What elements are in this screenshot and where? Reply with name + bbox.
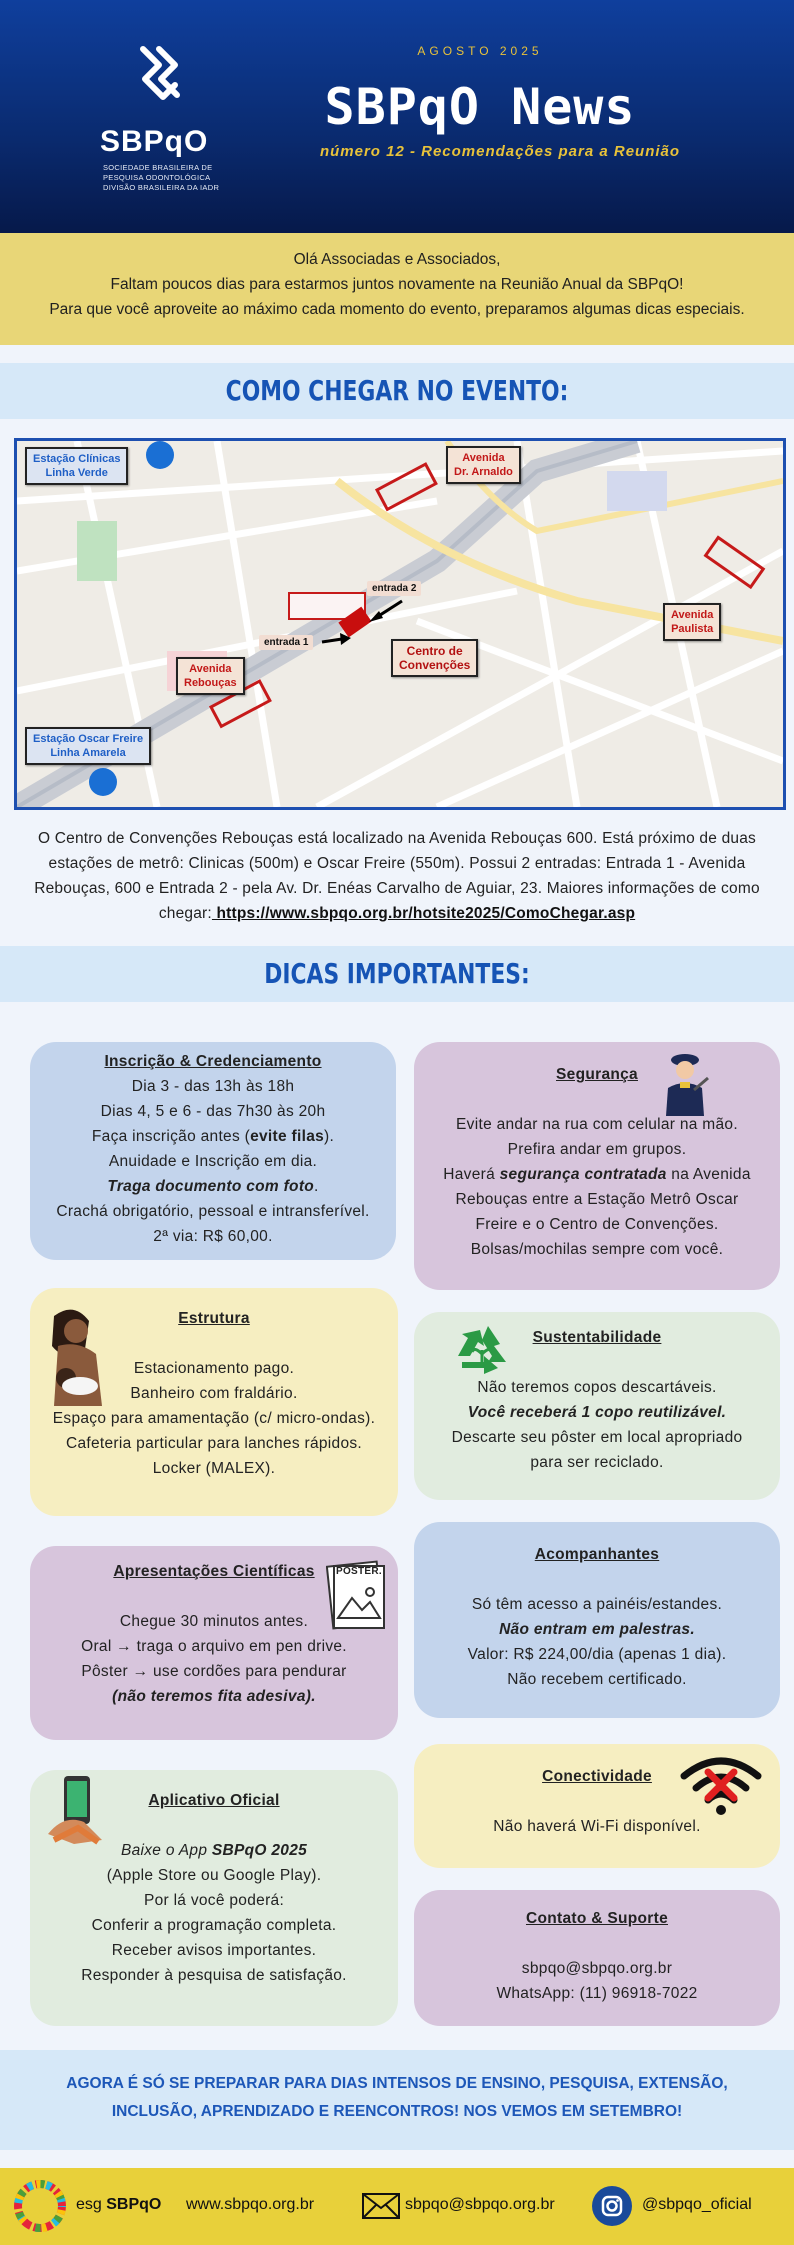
como-chegar-text: O Centro de Convenções Rebouças está localizado na Avenida Rebouças 600. Está próximo de duas estações de metrô: Clinicas (500m) e Oscar Freire (550m). Possui 2 entradas: Entrada 1 - Avenida Rebouças, 600 e Entrada 2 - pela Av. Dr. Enéas Carvalho de Aguiar, 23. Maiores informações de como chegar: https://www.sbpqo.org.br/hotsite2025/ComoChegar.asp: [34, 830, 760, 922]
newsletter-subtitle: número 12 - Recomendações para a Reunião: [319, 143, 681, 160]
footer-instagram[interactable]: @sbpqo_oficial: [642, 2196, 752, 2213]
label-estacao-oscar-freire: Estação Oscar Freire Linha Amarela: [25, 727, 151, 765]
label-entrada-2: entrada 2: [367, 581, 421, 596]
logo-subtitle: SOCIEDADE BRASILEIRA DE PESQUISA ODONTOLÓGICA DIVISÃO BRASILEIRA DA IADR: [103, 163, 220, 192]
card-aplicativo: Aplicativo Oficial Baixe o App SBPqO 2025 (Apple Store ou Google Play). Por lá você poderá: Conferir a programação completa. Receber avisos importantes. Responder à pesquisa de satisfação.: [30, 1770, 398, 2026]
email-icon: [362, 2193, 400, 2219]
contact-email[interactable]: sbpqo@sbpqo.org.br: [521, 1960, 673, 1977]
label-entrada-1: entrada 1: [259, 635, 313, 650]
metro-oscar-freire-marker: [89, 768, 117, 796]
label-av-paulista: Avenida Paulista: [663, 603, 721, 641]
contact-whatsapp[interactable]: WhatsApp: (11) 96918-7022: [496, 1985, 698, 2002]
card-title: Estrutura: [178, 1310, 250, 1327]
card-acompanhantes: Acompanhantes Só têm acesso a painéis/estandes. Não entram em palestras. Valor: R$ 224,00/dia (apenas 1 dia). Não recebem certificado.: [414, 1522, 780, 1718]
closing-message: AGORA É SÓ SE PREPARAR PARA DIAS INTENSOS DE ENSINO, PESQUISA, EXTENSÃO, INCLUSÃO, APRENDIZADO E REENCONTROS! NOS VEMOS EM SETEMBRO!: [0, 2050, 794, 2150]
card-title: Contato & Suporte: [525, 1910, 668, 1927]
recycle-icon: [448, 1316, 518, 1374]
card-apresentacoes: Apresentações Científicas POSTER. Chegue 30 minutos antes. Oral → traga o arquivo em pen drive. Pôster → use cordões para pendurar (não teremos fita adesiva).: [30, 1546, 398, 1740]
footer-site[interactable]: www.sbpqo.org.br: [186, 2196, 315, 2213]
footer-esg: esg SBPqO: [76, 2196, 162, 2213]
card-title: Aplicativo Oficial: [148, 1792, 280, 1809]
card-title: Conectividade: [542, 1768, 652, 1785]
card-estrutura: Estrutura Estacionamento pago. Banheiro com fraldário. Espaço para amamentação (c/ micro-ondas). Cafeteria particular para lanches rápidos. Locker (MALEX).: [30, 1288, 398, 1516]
card-title: Acompanhantes: [534, 1546, 660, 1563]
poster-label: POSTER.: [336, 1566, 382, 1577]
label-av-reboucas: Avenida Rebouças: [176, 657, 245, 695]
metro-clinicas-marker: [146, 441, 174, 469]
footer: [0, 2168, 794, 2245]
card-title: Sustentabilidade: [532, 1329, 662, 1346]
sbpqo-logo-icon: [129, 45, 189, 115]
section-title-dicas: DICAS IMPORTANTES:: [264, 957, 530, 990]
issue-date: AGOSTO 2025: [417, 44, 543, 58]
logo-text: SBPqO: [100, 125, 209, 158]
greeting: Olá Associadas e Associados, Faltam poucos dias para estarmos juntos novamente na Reunião Anual da SBPqO! Para que você aproveite ao máximo cada momento do evento, preparamos algumas dicas especiais.: [0, 233, 794, 345]
card-title: Inscrição & Credenciamento: [104, 1053, 322, 1070]
card-title: Apresentações Científicas: [113, 1563, 315, 1580]
sdg-wheel-icon: [14, 2180, 66, 2232]
card-inscricao: Inscrição & Credenciamento Dia 3 - das 13h às 18h Dias 4, 5 e 6 - das 7h30 às 20h Faça inscrição antes (evite filas). Anuidade e Inscrição em dia. Traga documento com foto. Crachá obrigatório, pessoal e intransferível. 2ª via: R$ 60,00.: [30, 1042, 396, 1260]
label-av-dr-arnaldo: Avenida Dr. Arnaldo: [446, 446, 521, 484]
card-conectividade: Conectividade Não haverá Wi-Fi disponível.: [414, 1744, 780, 1868]
label-centro-convencoes: Centro de Convenções: [391, 639, 478, 677]
card-title: Segurança: [556, 1066, 638, 1083]
breastfeeding-mother-icon: [44, 1306, 114, 1406]
header: [0, 0, 794, 233]
card-contato: [414, 1890, 780, 2026]
footer-email[interactable]: sbpqo@sbpqo.org.br: [405, 2196, 555, 2213]
location-map[interactable]: [14, 438, 786, 810]
no-wifi-icon: [678, 1754, 764, 1818]
phone-app-icon: [44, 1774, 110, 1846]
card-sustentabilidade: Sustentabilidade Não teremos copos descartáveis. Você receberá 1 copo reutilizável. Descarte seu pôster em local apropriado para ser reciclado.: [414, 1312, 780, 1500]
section-title-como-chegar: COMO CHEGAR NO EVENTO:: [225, 374, 569, 407]
security-guard-icon: [658, 1050, 712, 1116]
label-estacao-clinicas: Estação Clínicas Linha Verde: [25, 447, 128, 485]
instagram-icon: [592, 2186, 632, 2226]
como-chegar-link[interactable]: https://www.sbpqo.org.br/hotsite2025/ComoChegar.asp: [211, 905, 636, 922]
card-seguranca: Segurança Evite andar na rua com celular na mão. Prefira andar em grupos. Haverá segurança contratada na Avenida Rebouças entre a Estação Metrô Oscar Freire e o Centro de Convenções. Bolsas/mochilas sempre com você.: [414, 1042, 780, 1290]
newsletter-title: SBPqO News: [324, 78, 636, 136]
